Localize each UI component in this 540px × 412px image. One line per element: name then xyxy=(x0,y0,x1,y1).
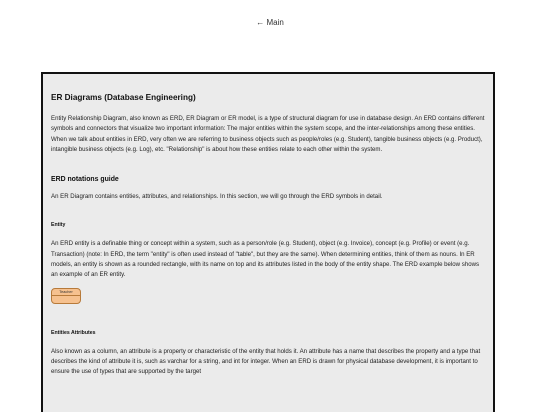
entity-example-name: Teacher xyxy=(52,289,80,296)
notations-heading: ERD notations guide xyxy=(51,176,119,184)
entity-heading: Entity xyxy=(51,222,66,229)
intro-paragraph-2: When we talk about entities in ERD, very often we are referring to business objects such as people/roles (e.g. Student), tangible business objects (e.g. Product), intangible business objects (e.g. Log), etc. "Relationship" is about how these entities relate to each other within the system. xyxy=(51,135,483,153)
page-title: ER Diagrams (Database Engineering) xyxy=(51,93,196,102)
main-link[interactable] xyxy=(256,18,284,27)
back-arrow-icon: ← xyxy=(256,18,265,27)
attributes-heading: Entities Attributes xyxy=(51,329,96,336)
entity-example-shape xyxy=(51,288,81,304)
intro-paragraph-1: Entity Relationship Diagram, also known as ERD, ER Diagram or ER model, is a type of structural diagram for use in database design. An ERD contains different symbols and connectors that visualize two important information: The major entities within the system scope, and the inter-relationships among these entities. xyxy=(51,115,485,133)
attributes-paragraph: Also known as a column, an attribute is a property or characteristic of the entity that holds it. An attribute has a name that describes the property and a type that describes the kind of attribute it is, such as varchar for a string, and int for integer. When an ERD is drawn for physical database development, it is important to ensure the use of types that are supported by the target xyxy=(51,347,481,376)
notations-paragraph: An ER Diagram contains entities, attributes, and relationships. In this section, we will go through the ERD symbols in detail. xyxy=(51,193,383,201)
main-link-label: Main xyxy=(266,18,284,27)
entity-paragraph: An ERD entity is a definable thing or concept within a system, such as a person/role (e.g. Student), object (e.g. Invoice), concept (e.g. Profile) or event (e.g. Transaction) (note: In ERD, the term "entity" is often used instead of "table", but they are the same). When determining entities, think of them as nouns. In ER models, an entity is shown as a rounded rectangle, with its name on top and its attributes listed in the body of the entity shape. The ERD example below shows an example of an ER entity. xyxy=(51,240,480,279)
article-panel xyxy=(41,72,495,412)
top-nav xyxy=(0,18,540,27)
